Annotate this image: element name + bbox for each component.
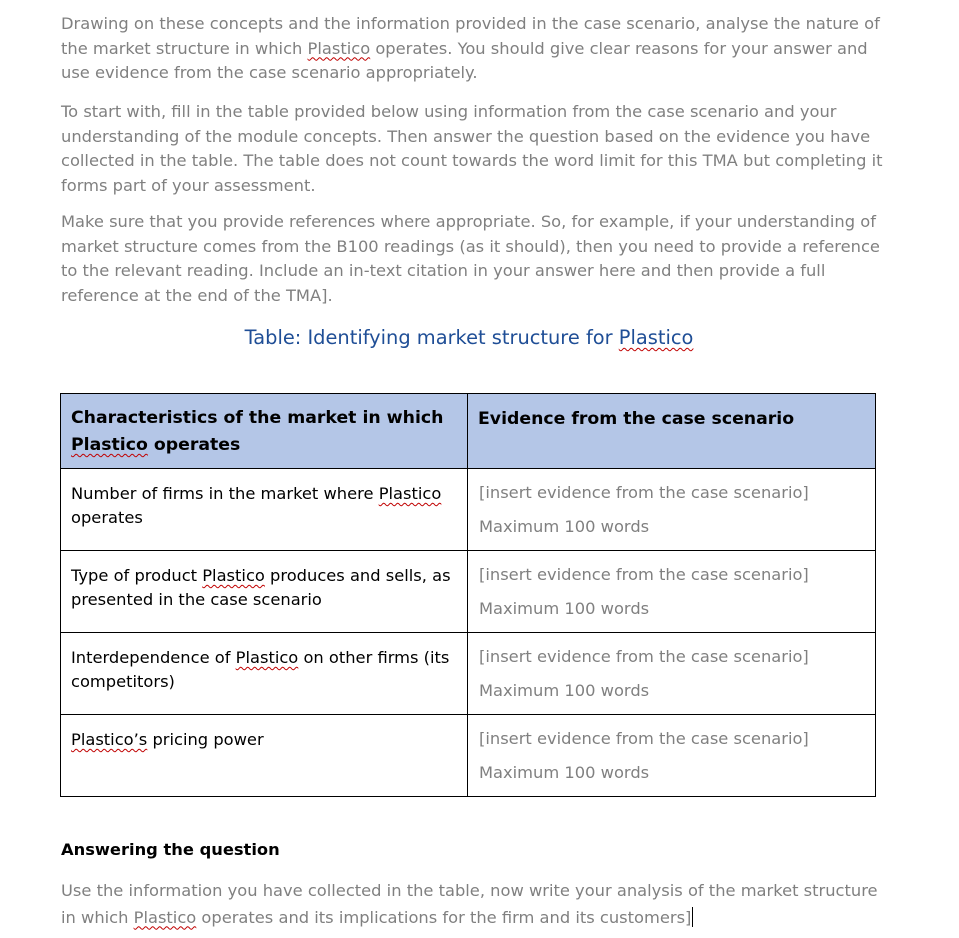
evidence-placeholder: [insert evidence from the case scenario] [479,483,809,502]
characteristic-text-b: produces and sells, as presented in the case scenario [71,566,451,610]
table-row [61,715,876,797]
spell-flagged-word[interactable]: Plastico [618,326,694,349]
instruction-paragraph-1 [61,12,891,86]
characteristic-text-a: Type of product [71,566,203,585]
word-limit-note: Maximum 100 words [479,763,650,782]
answer-text-a: Use the information you have collected in the table, now write your analysis of the market structure in which [61,881,878,927]
evidence-placeholder: [insert evidence from the case scenario] [479,647,809,666]
evidence-cell[interactable] [468,469,876,551]
spell-flagged-word[interactable]: Plastico’s [71,730,148,749]
header-cell-characteristics[interactable] [61,394,468,469]
header-right-text: Evidence from the case scenario [478,409,795,429]
header-left-text-a: Characteristics of the market in which [71,408,444,428]
evidence-cell[interactable] [468,633,876,715]
characteristic-cell[interactable] [61,633,468,715]
header-left-text-b: operates [147,435,241,455]
word-limit-note: Maximum 100 words [479,517,650,536]
answer-heading: Answering the question [61,840,280,859]
characteristic-text-b: operates [71,508,143,528]
market-structure-table [60,393,876,797]
spell-flagged-word[interactable]: Plastico [307,38,371,58]
word-limit-note: Maximum 100 words [479,599,650,618]
evidence-placeholder: [insert evidence from the case scenario] [479,729,809,748]
answer-text-b: operates and its implications for the firm and its customers] [196,907,692,927]
evidence-placeholder: [insert evidence from the case scenario] [479,565,809,584]
characteristic-cell[interactable] [61,715,468,797]
evidence-cell[interactable] [468,551,876,633]
table-row [61,551,876,633]
table-row [61,469,876,551]
spell-flagged-word[interactable]: Plastico [133,907,197,927]
header-cell-evidence[interactable] [468,394,876,469]
characteristic-text-b: pricing power [147,730,264,749]
instruction-paragraph-3: Make sure that you provide references where appropriate. So, for example, if your understanding of market structure comes from the B100 readings (as it should), then you need to provide a reference to the relevant reading. Include an in-text citation in your answer here and then provide a full reference at the end of the TMA]. [61,212,880,305]
table-header-row [61,394,876,469]
characteristic-cell[interactable] [61,551,468,633]
spell-flagged-word[interactable]: Plastico [202,566,265,585]
text-cursor [692,907,693,927]
characteristic-text-b: on other firms (its competitors) [71,648,450,692]
table-row [61,633,876,715]
answer-paragraph[interactable] [61,878,891,931]
table-title [0,325,938,351]
characteristic-text-a: Number of firms in the market where [71,484,379,503]
evidence-cell[interactable] [468,715,876,797]
spell-flagged-word[interactable]: Plastico [235,648,299,667]
paragraph-1-text-a: Drawing on these concepts and the information provided in the case scenario, analyse the nature of the market structure in which [61,14,880,58]
word-limit-note: Maximum 100 words [479,681,650,700]
characteristic-cell[interactable] [61,469,468,551]
characteristic-text-a: Interdependence of [71,648,236,667]
paragraph-1-text-b: operates. You should give clear reasons for your answer and use evidence from the case scenario appropriately. [61,38,868,83]
table-title-text: Table: Identifying market structure for [244,326,619,349]
spell-flagged-word[interactable]: Plastico [71,435,148,455]
spell-flagged-word[interactable]: Plastico [378,484,442,503]
instruction-paragraph-2: To start with, fill in the table provided below using information from the case scenario and your understanding of the module concepts. Then answer the question based on the evidence you have collected in the table. The table does not count towards the word limit for this TMA but completing it forms part of your assessment. [61,102,883,195]
